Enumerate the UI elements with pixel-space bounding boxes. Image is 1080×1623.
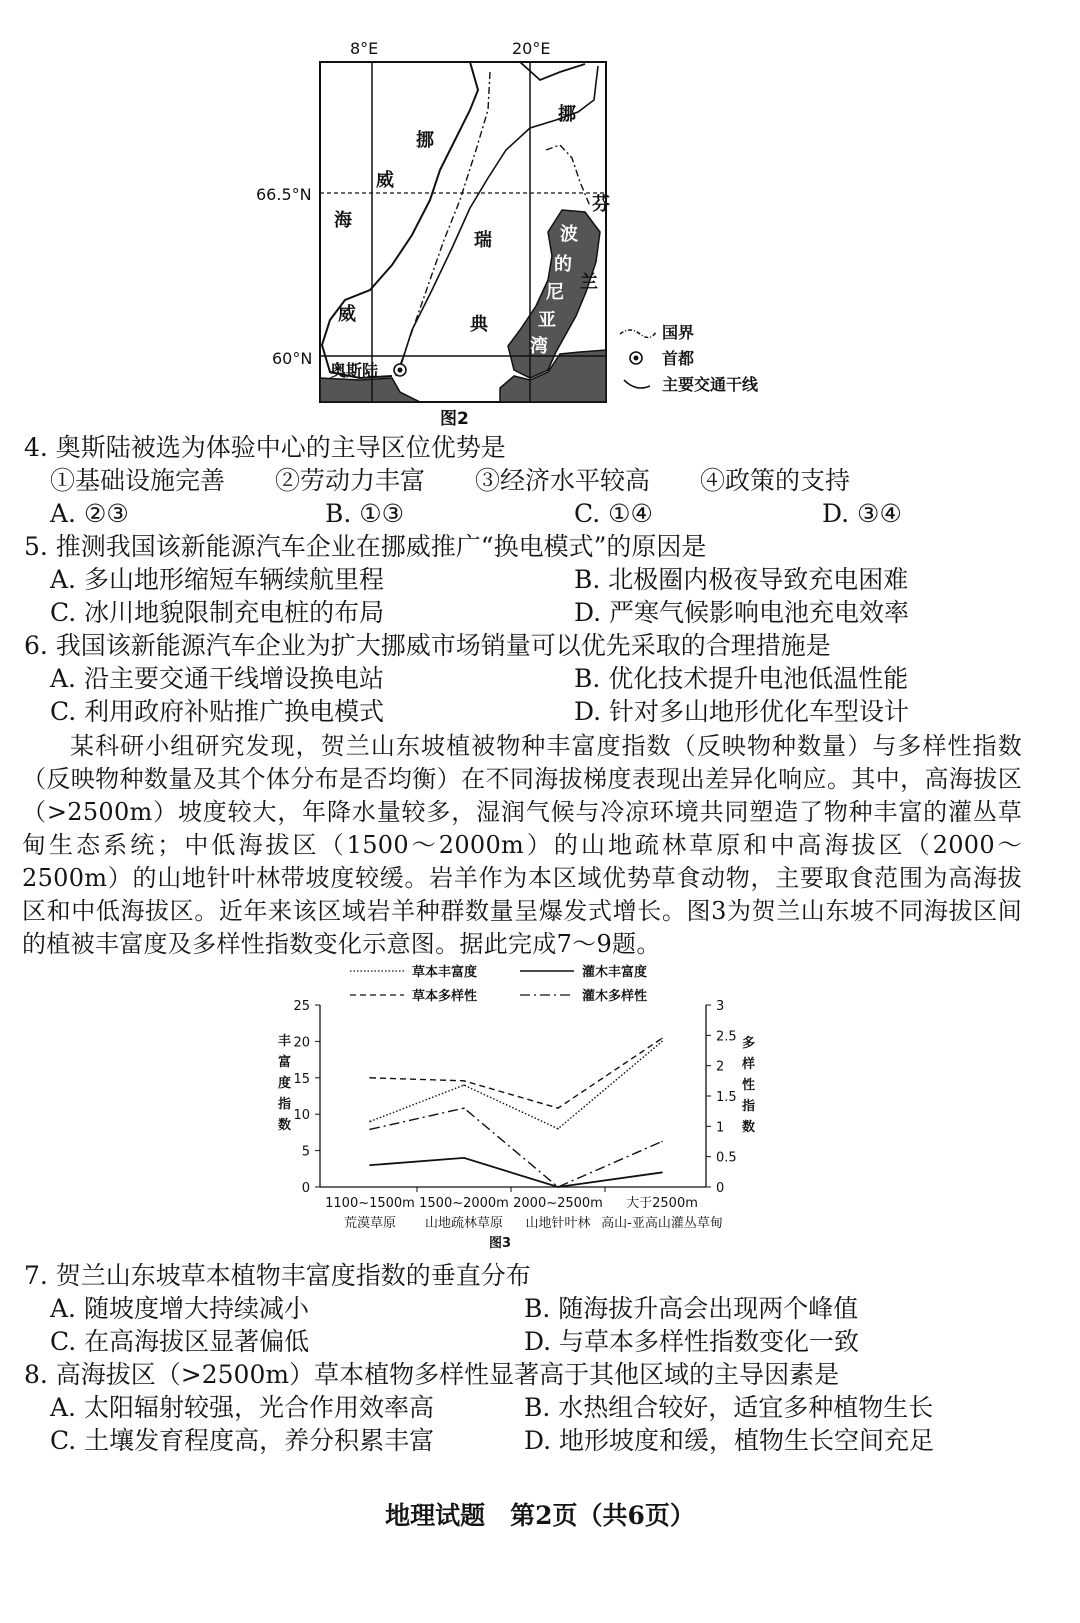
x-category-label-3: 大于2500m	[626, 1196, 698, 1211]
question-6-option-d[interactable]: D. 针对多山地形优化车型设计	[574, 697, 910, 726]
series-0-point-1	[463, 1084, 465, 1086]
question-4-stem: 4. 奥斯陆被选为体验中心的主导区位优势是	[24, 433, 506, 462]
series-0-point-0	[369, 1121, 371, 1123]
question-7-option-c[interactable]: C. 在高海拔区显著偏低	[50, 1327, 310, 1356]
y-tick-label-right-6: 3	[716, 999, 725, 1014]
series-1-point-0	[369, 1164, 371, 1166]
legend-label-3: 灌木多样性	[582, 989, 648, 1004]
x-category-sublabel-1: 山地疏林草原	[424, 1216, 504, 1231]
series-1-point-1	[463, 1157, 465, 1159]
series-1-point-3	[661, 1172, 663, 1174]
passage: 某科研小组研究发现，贺兰山东坡植被物种丰富度指数（反映物种数量）与多样性指数（反映物种数量及其个体分布是否均衡）在不同海拔梯度表现出差异化响应。其中，高海拔区（>2500m）坡度较大，年降水量较多，湿润气候与冷凉环境共同塑造了物种丰富的灌丛草甸生态系统；中低海拔区（1500～2000m）的山地疏林草原和中高海拔区（2000～2500m）的山地针叶林带坡度较缓。岩羊作为本区域优势草食动物，主要取食范围为高海拔区和中低海拔区。近年来该区域岩羊种群数量呈爆发式增长。图3为贺兰山东坡不同海拔区间的植被丰富度及多样性指数变化示意图。据此完成7～9题。	[22, 732, 1022, 958]
legend-label-2: 草本多样性	[412, 989, 478, 1004]
ylabel-right-4: 数	[742, 1120, 756, 1135]
label-norwegian-sea-3: 海	[334, 210, 352, 231]
ylabel-right-3: 指	[742, 1099, 756, 1114]
series-line-0	[370, 1041, 662, 1128]
y-tick-label-right-3: 1.5	[716, 1090, 737, 1105]
question-4-option-d[interactable]: D. ③④	[822, 499, 902, 528]
ylabel-left-4: 数	[278, 1118, 292, 1133]
label-sweden-1: 瑞	[474, 230, 492, 251]
question-5-option-a[interactable]: A. 多山地形缩短车辆续航里程	[50, 565, 384, 594]
label-sweden-2: 典	[470, 314, 488, 335]
question-6-option-a[interactable]: A. 沿主要交通干线增设换电站	[50, 664, 384, 693]
ylabel-left-1: 富	[278, 1055, 292, 1070]
series-line-1	[370, 1158, 662, 1187]
series-2-point-0	[369, 1077, 371, 1079]
label-finland-2: 兰	[580, 272, 598, 293]
series-0-point-2	[557, 1128, 559, 1130]
series-2-point-3	[661, 1038, 663, 1040]
legend-capital: 首都	[662, 349, 695, 368]
ylabel-right-0: 多	[742, 1036, 756, 1051]
series-2-point-2	[557, 1107, 559, 1109]
lon-label-8e: 8°E	[350, 39, 379, 58]
chart-series	[369, 1038, 663, 1188]
question-8-option-b[interactable]: B. 水热组合较好，适宜多种植物生长	[524, 1393, 934, 1422]
y-tick-label-right-5: 2.5	[716, 1029, 737, 1045]
ylabel-left-2: 度	[278, 1076, 292, 1091]
question-5-option-b[interactable]: B. 北极圈内极夜导致充电困难	[574, 565, 909, 594]
series-3-point-0	[369, 1129, 371, 1131]
question-4-option-c[interactable]: C. ①④	[574, 499, 653, 528]
label-gulf-1: 波	[560, 224, 578, 245]
y-tick-label-left-4: 20	[293, 1035, 310, 1051]
x-category-label-1: 1500~2000m	[419, 1196, 509, 1211]
series-3-point-3	[661, 1141, 663, 1143]
question-7-option-b[interactable]: B. 随海拔升高会出现两个峰值	[524, 1294, 859, 1323]
legend-route: 主要交通干线	[662, 375, 759, 394]
figure3-caption: 图3	[488, 1236, 512, 1251]
question-4-option-a[interactable]: A. ②③	[50, 499, 129, 528]
figure2-caption: 图2	[440, 409, 469, 429]
y-tick-label-right-1: 0.5	[716, 1150, 737, 1166]
label-gulf-4: 亚	[538, 310, 556, 331]
legend-label-0: 草本丰富度	[412, 965, 478, 980]
label-norway-south: 威	[338, 304, 356, 325]
page-footer: 地理试题 第2页（共6页）	[385, 1501, 695, 1530]
question-8-option-c[interactable]: C. 土壤发育程度高，养分积累丰富	[50, 1426, 435, 1455]
question-8-option-a[interactable]: A. 太阳辐射较强，光合作用效率高	[50, 1393, 434, 1422]
series-2-point-1	[463, 1080, 465, 1082]
question-6-option-b[interactable]: B. 优化技术提升电池低温性能	[574, 664, 909, 693]
question-8-option-d[interactable]: D. 地形坡度和缓，植物生长空间充足	[524, 1426, 935, 1455]
label-norway-north: 挪	[558, 104, 576, 125]
question-6-option-c[interactable]: C. 利用政府补贴推广换电模式	[50, 697, 385, 726]
series-line-2	[370, 1038, 662, 1108]
x-category-sublabel-2: 山地针叶林	[525, 1216, 591, 1231]
lat-label-60n: 60°N	[272, 349, 313, 368]
question-5-option-d[interactable]: D. 严寒气候影响电池充电效率	[574, 598, 910, 627]
question-7-option-a[interactable]: A. 随坡度增大持续减小	[50, 1294, 309, 1323]
series-3-point-1	[463, 1107, 465, 1109]
legend-border: 国界	[662, 323, 695, 342]
series-0-point-3	[661, 1041, 663, 1043]
question-5-stem: 5. 推测我国该新能源汽车企业在挪威推广“换电模式”的原因是	[24, 532, 707, 561]
question-6-stem: 6. 我国该新能源汽车企业为扩大挪威市场销量可以优先采取的合理措施是	[24, 631, 831, 660]
ylabel-right-2: 性	[742, 1078, 756, 1093]
chart-legend	[350, 964, 647, 1004]
label-gulf-3: 尼	[546, 282, 564, 303]
y-tick-label-left-1: 5	[301, 1144, 310, 1160]
ylabel-left-3: 指	[278, 1097, 292, 1112]
chart-labels	[277, 999, 755, 1251]
question-7-stem: 7. 贺兰山东坡草本植物丰富度指数的垂直分布	[24, 1261, 531, 1290]
x-category-label-2: 2000~2500m	[513, 1196, 603, 1211]
y-tick-label-left-0: 0	[301, 1181, 310, 1196]
series-3-point-2	[557, 1186, 559, 1188]
ylabel-right-1: 样	[742, 1057, 756, 1072]
lon-label-20e: 20°E	[512, 39, 551, 58]
label-gulf-5: 湾	[530, 336, 548, 357]
y-tick-label-right-0: 0	[716, 1181, 725, 1196]
label-oslo: 奥斯陆	[330, 361, 379, 380]
chart-figure	[0, 955, 1080, 1260]
label-gulf-2: 的	[554, 254, 572, 275]
ylabel-left-0: 丰	[278, 1034, 292, 1049]
label-norwegian-sea-2: 威	[376, 170, 394, 191]
legend-label-1: 灌木丰富度	[582, 965, 648, 980]
y-tick-label-right-2: 1	[716, 1120, 725, 1136]
y-tick-label-left-3: 15	[293, 1071, 310, 1087]
label-norwegian-sea-1: 挪	[416, 130, 434, 151]
map-legend	[620, 323, 759, 394]
series-line-3	[370, 1108, 662, 1187]
question-8-stem: 8. 高海拔区（>2500m）草本植物多样性显著高于其他区域的主导因素是	[24, 1360, 840, 1389]
x-category-sublabel-3: 高山-亚高山灌丛草甸	[601, 1216, 723, 1231]
x-category-label-0: 1100~1500m	[325, 1196, 415, 1211]
question-4-choices: ①基础设施完善 ②劳动力丰富 ③经济水平较高 ④政策的支持	[50, 466, 851, 495]
y-tick-label-left-5: 25	[293, 999, 310, 1014]
question-7-option-d[interactable]: D. 与草本多样性指数变化一致	[524, 1327, 860, 1356]
x-category-sublabel-0: 荒漠草原	[343, 1216, 397, 1231]
map-figure	[0, 0, 1080, 430]
question-4-option-b[interactable]: B. ①③	[325, 499, 405, 528]
question-5-option-c[interactable]: C. 冰川地貌限制充电桩的布局	[50, 598, 385, 627]
y-tick-label-left-2: 10	[293, 1108, 310, 1124]
label-finland-1: 芬	[592, 194, 610, 215]
lat-label-66n: 66.5°N	[256, 185, 312, 204]
y-tick-label-right-4: 2	[716, 1059, 725, 1075]
